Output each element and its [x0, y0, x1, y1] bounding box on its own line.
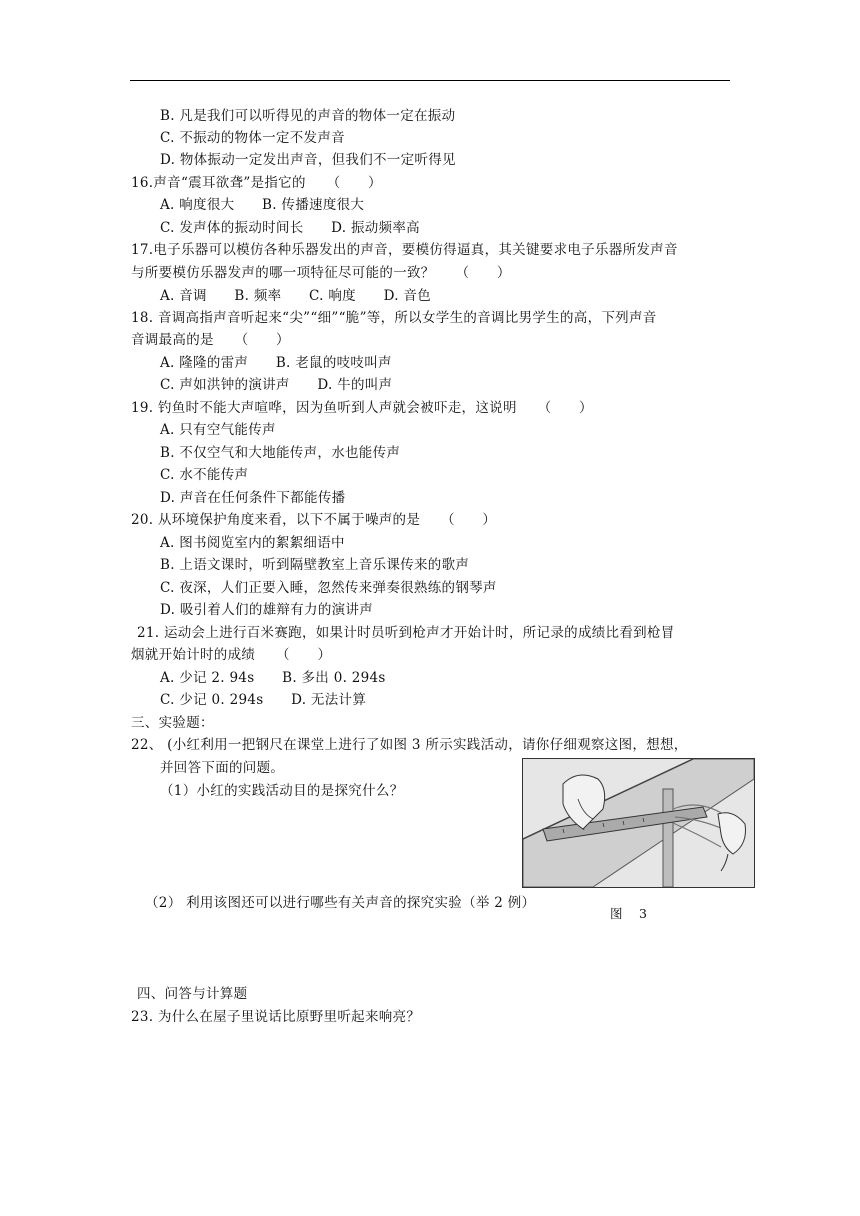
q20-stem: 20. 从环境保护角度来看，以下不属于噪声的是 （ ） — [131, 512, 497, 528]
q19-option-b: B. 不仅空气和大地能传声，水也能传声 — [160, 445, 401, 461]
q19-option-a: A. 只有空气能传声 — [160, 422, 276, 438]
q22-stem-line2: 并回答下面的问题。 — [160, 760, 285, 776]
q17-stem-line1: 17.电子乐器可以模仿各种乐器发出的声音，要模仿得逼真，其关键要求电子乐器所发声音 — [131, 242, 678, 258]
q20-option-b: B. 上语文课时，听到隔壁教室上音乐课传来的歌声 — [160, 557, 470, 573]
section-4-heading: 四、问答与计算题 — [137, 986, 248, 1002]
q19-option-d: D. 声音在任何条件下都能传播 — [160, 490, 346, 506]
q22-stem-line1: 22、 (小红利用一把钢尺在课堂上进行了如图 3 所示实践活动，请你仔细观察这图，想想， — [131, 737, 688, 753]
figure-caption: 图 3 — [610, 906, 647, 921]
q18-options-cd: C. 声如洪钟的演讲声 D. 牛的叫声 — [160, 377, 393, 393]
q15-option-d: D. 物体振动一定发出声音，但我们不一定听得见 — [160, 152, 456, 168]
q17-stem-line2: 与所要模仿乐器发声的哪一项特征尽可能的一致？ （ ） — [131, 265, 511, 281]
q18-stem-line1: 18. 音调高指声音听起来“尖”“细”“脆”等，所以女学生的音调比男学生的高，下列声音 — [131, 310, 657, 326]
q18-stem-line2: 音调最高的是 （ ） — [131, 332, 290, 348]
header-rule — [130, 80, 730, 81]
q20-option-a: A. 图书阅览室内的絮絮细语中 — [160, 535, 345, 551]
q23-stem: 23. 为什么在屋子里说话比原野里听起来响亮？ — [131, 1009, 421, 1025]
q22-sub1: （1）小红的实践活动目的是探究什么？ — [160, 783, 404, 799]
q21-options-cd: C. 少记 0. 294s D. 无法计算 — [160, 692, 367, 708]
ruler-illustration — [523, 759, 754, 887]
q22-sub2: （2） 利用该图还可以进行哪些有关声音的探究实验（举 2 例） — [145, 895, 536, 911]
q16-options-cd: C. 发声体的振动时间长 D. 振动频率高 — [160, 220, 420, 236]
q16-options-ab: A. 响度很大 B. 传播速度很大 — [160, 197, 365, 213]
q21-options-ab: A. 少记 2. 94s B. 多出 0. 294s — [160, 670, 386, 686]
q20-option-d: D. 吸引着人们的雄辩有力的演讲声 — [160, 602, 374, 618]
q15-option-c: C. 不振动的物体一定不发声音 — [160, 130, 345, 146]
q19-stem: 19. 钓鱼时不能大声喧哗，因为鱼听到人声就会被吓走，这说明 （ ） — [131, 400, 593, 416]
q19-option-c: C. 水不能传声 — [160, 467, 249, 483]
q20-option-c: C. 夜深，人们正要入睡，忽然传来弹奏很熟练的钢琴声 — [160, 580, 497, 596]
figure-ruler-on-desk — [522, 758, 755, 888]
q16-stem: 16.声音“震耳欲聋”是指它的 （ ） — [131, 175, 382, 191]
section-3-heading: 三、实验题： — [131, 715, 214, 731]
q21-stem-line1: 21. 运动会上进行百米赛跑，如果计时员听到枪声才开始计时，所记录的成绩比看到枪冒 — [137, 625, 675, 641]
q17-options: A. 音调 B. 频率 C. 响度 D. 音色 — [160, 288, 431, 304]
q21-stem-line2: 烟就开始计时的成绩 （ ） — [131, 647, 332, 663]
q18-options-ab: A. 隆隆的雷声 B. 老鼠的吱吱叫声 — [160, 355, 392, 371]
q15-option-b: B. 凡是我们可以听得见的声音的物体一定在振动 — [160, 108, 456, 124]
